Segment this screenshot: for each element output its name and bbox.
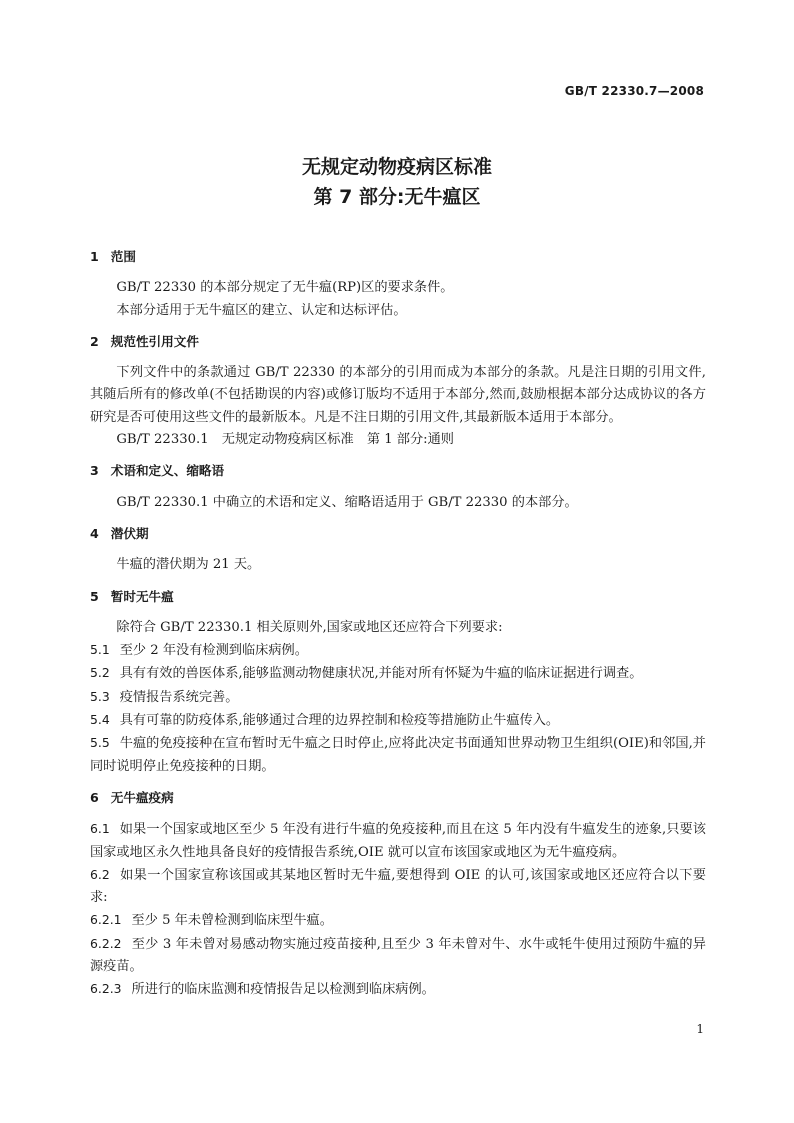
paragraph: GB/T 22330.1 中确立的术语和定义、缩略语适用于 GB/T 22330 的本部分。	[116, 494, 578, 510]
clause-number: 5.4	[90, 712, 110, 728]
section-number: 5	[90, 588, 99, 604]
paragraph: 本部分适用于无牛瘟区的建立、认定和达标评估。	[116, 302, 407, 318]
section-number: 2	[90, 333, 99, 349]
section-title: 术语和定义、缩略语	[110, 463, 225, 479]
section-number: 6	[90, 789, 99, 805]
section-heading-terms	[90, 460, 706, 482]
clause	[90, 818, 706, 864]
clause-text: 所进行的临床监测和疫情报告足以检测到临床病例。	[131, 982, 435, 998]
section-number: 1	[90, 249, 99, 264]
section-title: 范围	[110, 249, 136, 264]
standard-code: GB/T 22330.7—2008	[564, 84, 704, 98]
section-title: 暂时无牛瘟	[110, 588, 174, 604]
clause-text: 如果一个国家宣称该国或其某地区暂时无牛瘟,要想得到 OIE 的认可,该国家或地区还应符合以下要求:	[90, 867, 706, 906]
clause	[90, 709, 706, 732]
clause-number: 5.5	[90, 735, 110, 751]
page-number: 1	[696, 1022, 704, 1036]
clause	[90, 864, 706, 910]
clause	[90, 686, 706, 709]
clause-number: 6.2.1	[90, 912, 122, 928]
paragraph: GB/T 22330 的本部分规定了无牛瘟(RP)区的要求条件。	[116, 280, 454, 296]
clause	[90, 639, 706, 662]
clause	[90, 933, 706, 979]
section-title: 潜伏期	[110, 525, 149, 541]
paragraph: 牛瘟的潜伏期为 21 天。	[116, 557, 261, 573]
clause-number: 5.1	[90, 642, 110, 658]
clause	[90, 732, 706, 778]
document-title: 无规定动物疫病区标准	[301, 156, 492, 178]
clause-text: 具有有效的兽医体系,能够监测动物健康状况,并能对所有怀疑为牛瘟的临床证据进行调查。	[119, 666, 643, 682]
clause-text: 至少 3 年未曾对易感动物实施过疫苗接种,且至少 3 年未曾对牛、水牛或牦牛使用过预防牛瘟的异源疫苗。	[90, 936, 706, 975]
section-number: 4	[90, 525, 99, 541]
clause-text: 具有可靠的防疫体系,能够通过合理的边界控制和检疫等措施防止牛瘟传入。	[119, 713, 560, 729]
document-body	[90, 246, 706, 1002]
clause-number: 5.3	[90, 688, 110, 704]
clause-text: 牛瘟的免疫接种在宣布暂时无牛瘟之日时停止,应将此决定书面通知世界动物卫生组织(OIE)和邻国,并同时说明停止免疫接种的日期。	[90, 736, 706, 774]
clause	[90, 978, 706, 1001]
section-number: 3	[90, 463, 99, 479]
clause	[90, 662, 706, 685]
clause-text: 如果一个国家或地区至少 5 年没有进行牛瘟的免疫接种,而且在这 5 年内没有牛瘟发生的迹象,只要该国家或地区永久性地具备良好的疫情报告系统,OIE 就可以宣布该国家或地区为无牛瘟疫病。	[90, 822, 706, 860]
reference-entry: GB/T 22330.1 无规定动物疫病区标准 第 1 部分:通则	[116, 432, 454, 448]
section-heading-incubation	[90, 523, 706, 545]
clause-text: 疫情报告系统完善。	[119, 689, 239, 705]
section-heading-scope	[90, 246, 706, 268]
clause-number: 5.2	[90, 665, 110, 681]
clause-text: 至少 5 年未曾检测到临床型牛瘟。	[131, 913, 333, 929]
clause-text: 至少 2 年没有检测到临床病例。	[119, 643, 308, 659]
section-heading-normative-references	[90, 331, 706, 353]
section-heading-rinderpest-free	[90, 787, 706, 809]
section-title: 规范性引用文件	[110, 333, 199, 349]
clause-number: 6.2	[90, 866, 110, 882]
clause-number: 6.1	[90, 821, 110, 837]
paragraph: 除符合 GB/T 22330.1 相关原则外,国家或地区还应符合下列要求:	[116, 619, 503, 635]
document-subtitle: 第 7 部分:无牛瘟区	[313, 186, 481, 208]
paragraph: 下列文件中的条款通过 GB/T 22330 的本部分的引用而成为本部分的条款。凡是注日期的引用文件,其随后所有的修改单(不包括勘误的内容)或修订版均不适用于本部分,然而,鼓励根据本部分达成协议的各方研究是否可使用这些文件的最新版本。凡是不注日期的引用文件,其最新版本适用于本部分。	[90, 365, 706, 425]
clause-number: 6.2.3	[90, 981, 122, 997]
clause-number: 6.2.2	[90, 935, 122, 951]
section-heading-provisional-free	[90, 586, 706, 608]
clause	[90, 909, 706, 932]
section-title: 无牛瘟疫病	[110, 789, 174, 805]
